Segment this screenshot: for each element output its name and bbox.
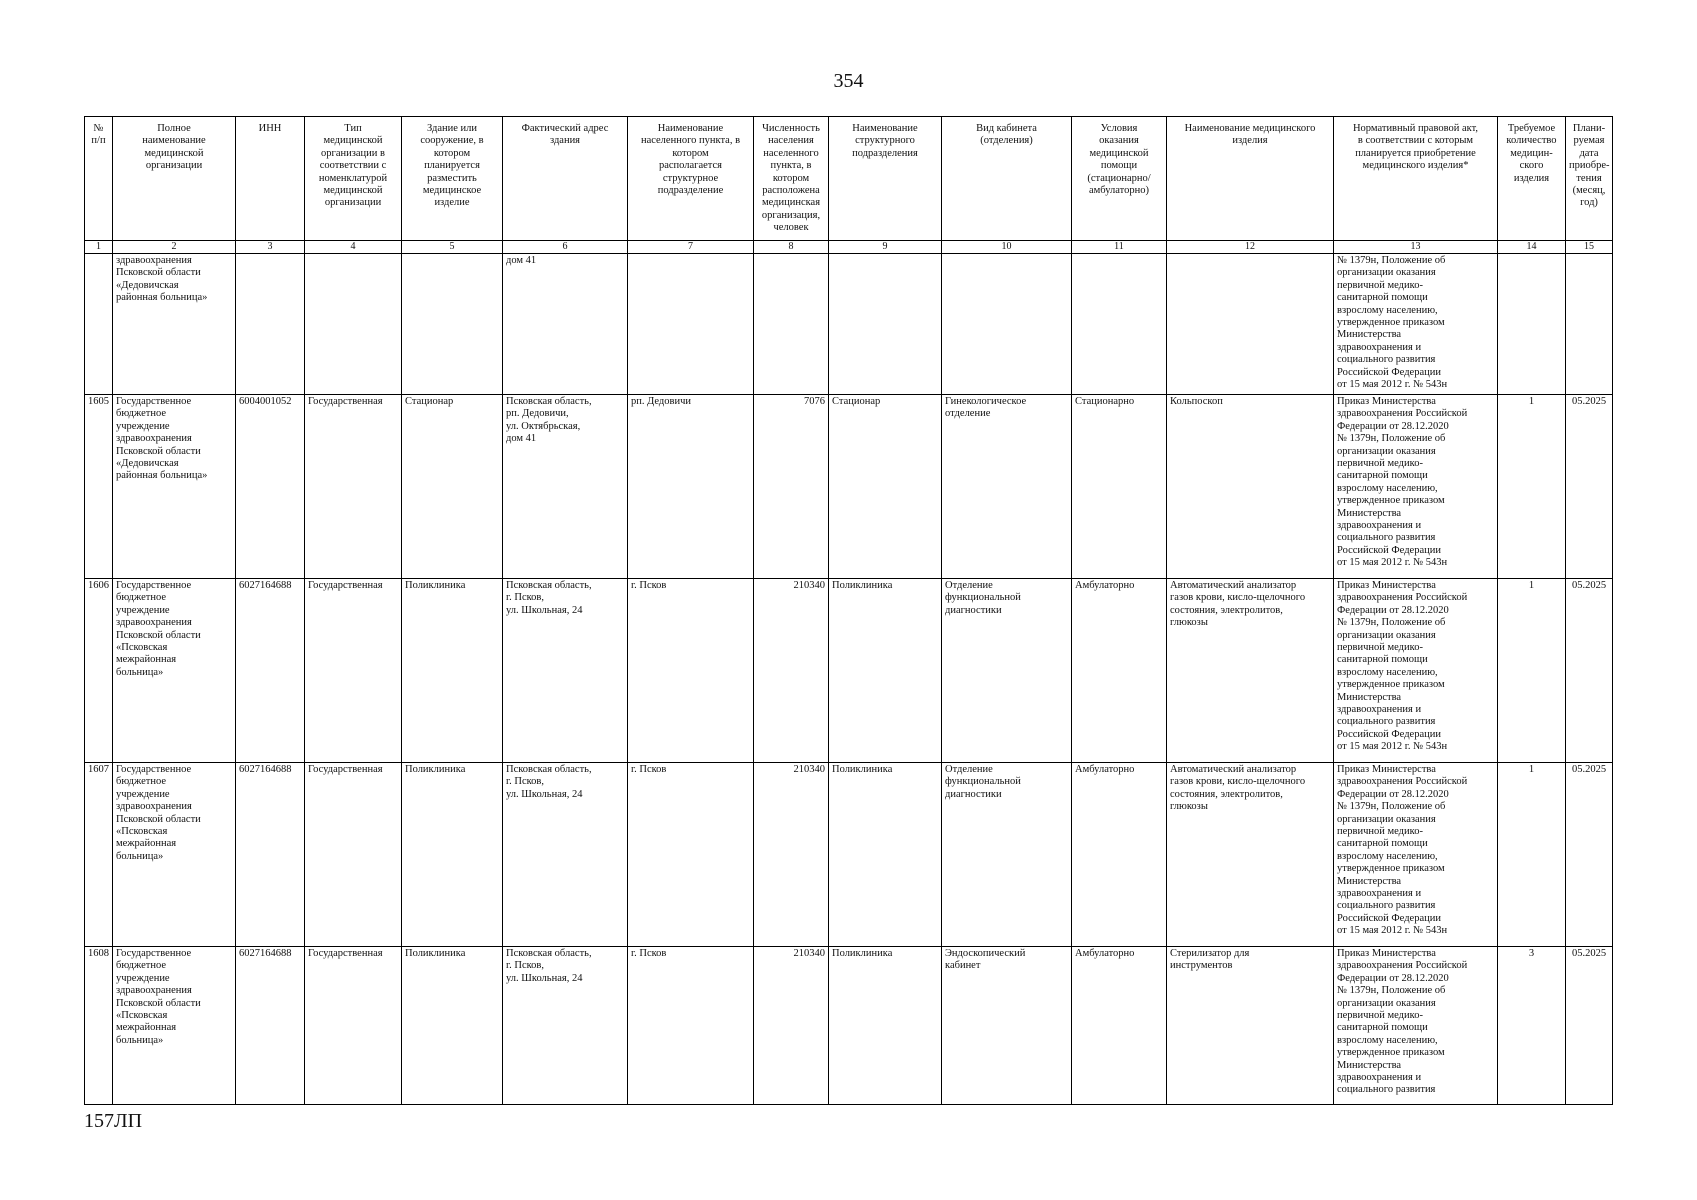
cell-cabinet: Эндоскопический кабинет [942, 947, 1072, 1105]
cell-inn [236, 254, 305, 395]
cell-org: Государственное бюджетное учреждение здравоохранения Псковской области «Псковская межрайонная больница» [113, 579, 236, 763]
cell-date [1566, 254, 1613, 395]
header-cell: Наименование населенного пункта, в котором располагается структурное подразделение [628, 117, 754, 241]
column-number: 5 [402, 241, 503, 254]
cell-org: Государственное бюджетное учреждение здравоохранения Псковской области «Дедовичская районная больница» [113, 395, 236, 579]
page-number: 354 [833, 70, 864, 92]
header-cell: Требуемое количество медицин- ского изделия [1498, 117, 1566, 241]
cell-division [829, 254, 942, 395]
cell-division: Поликлиника [829, 947, 942, 1105]
header-cell: Полное наименование медицинской организации [113, 117, 236, 241]
cell-date: 05.2025 [1566, 947, 1613, 1105]
cell-num: 1608 [85, 947, 113, 1105]
table-row [85, 579, 1613, 763]
header-cell: Вид кабинета (отделения) [942, 117, 1072, 241]
cell-division: Поликлиника [829, 763, 942, 947]
cell-locality: г. Псков [628, 763, 754, 947]
cell-qty [1498, 254, 1566, 395]
cell-inn: 6004001052 [236, 395, 305, 579]
cell-device: Автоматический анализатор газов крови, кисло-щелочного состояния, электролитов, глюкозы [1167, 579, 1334, 763]
cell-org: Государственное бюджетное учреждение здравоохранения Псковской области «Псковская межрайонная больница» [113, 763, 236, 947]
cell-qty: 1 [1498, 763, 1566, 947]
header-cell: Численность населения населенного пункта, в котором расположена медицинская организация, человек [754, 117, 829, 241]
column-number: 13 [1334, 241, 1498, 254]
column-number: 7 [628, 241, 754, 254]
column-number: 9 [829, 241, 942, 254]
cell-cabinet: Отделение функциональной диагностики [942, 579, 1072, 763]
table-row [85, 763, 1613, 947]
column-number: 4 [305, 241, 402, 254]
cell-date: 05.2025 [1566, 763, 1613, 947]
cell-inn: 6027164688 [236, 579, 305, 763]
table-row [85, 947, 1613, 1105]
cell-type: Государственная [305, 947, 402, 1105]
cell-cabinet: Гинекологическое отделение [942, 395, 1072, 579]
cell-population: 210340 [754, 947, 829, 1105]
column-number-row [85, 241, 1613, 254]
document-code: 157ЛП [84, 1110, 143, 1132]
cell-act: Приказ Министерства здравоохранения Российской Федерации от 28.12.2020 № 1379н, Положение об организации оказания первичной медико- санитарной помощи взрослому населению, утвержденное приказом Министерства здравоохранения и социального развития Российской Федерации от 15 мая 2012 г. № 543н [1334, 763, 1498, 947]
header-cell: № п/п [85, 117, 113, 241]
header-cell: Здание или сооружение, в котором планируется разместить медицинское изделие [402, 117, 503, 241]
header-cell: ИНН [236, 117, 305, 241]
cell-division: Поликлиника [829, 579, 942, 763]
cell-num: 1606 [85, 579, 113, 763]
header-cell: Наименование медицинского изделия [1167, 117, 1334, 241]
cell-population: 210340 [754, 579, 829, 763]
cell-building: Поликлиника [402, 579, 503, 763]
cell-cabinet [942, 254, 1072, 395]
cell-type [305, 254, 402, 395]
cell-date: 05.2025 [1566, 579, 1613, 763]
header-cell: Тип медицинской организации в соответствии с номенклатурой медицинской организации [305, 117, 402, 241]
cell-address: Псковская область, г. Псков, ул. Школьная, 24 [503, 947, 628, 1105]
cell-building: Поликлиника [402, 947, 503, 1105]
table-row-continuation [85, 254, 1613, 395]
cell-cabinet: Отделение функциональной диагностики [942, 763, 1072, 947]
cell-division: Стационар [829, 395, 942, 579]
cell-org: здравоохранения Псковской области «Дедовичская районная больница» [113, 254, 236, 395]
column-number: 6 [503, 241, 628, 254]
cell-act: Приказ Министерства здравоохранения Российской Федерации от 28.12.2020 № 1379н, Положение об организации оказания первичной медико- санитарной помощи взрослому населению, утвержденное приказом Министерства здравоохранения и социального развития [1334, 947, 1498, 1105]
column-number: 8 [754, 241, 829, 254]
cell-population: 7076 [754, 395, 829, 579]
cell-inn: 6027164688 [236, 947, 305, 1105]
cell-address: Псковская область, рп. Дедовичи, ул. Октябрьская, дом 41 [503, 395, 628, 579]
cell-conditions: Амбулаторно [1072, 947, 1167, 1105]
cell-conditions: Амбулаторно [1072, 763, 1167, 947]
cell-address: Псковская область, г. Псков, ул. Школьная, 24 [503, 763, 628, 947]
column-number: 12 [1167, 241, 1334, 254]
cell-population [754, 254, 829, 395]
column-number: 3 [236, 241, 305, 254]
cell-conditions: Амбулаторно [1072, 579, 1167, 763]
column-number: 10 [942, 241, 1072, 254]
cell-building: Поликлиника [402, 763, 503, 947]
column-number: 11 [1072, 241, 1167, 254]
cell-locality: г. Псков [628, 579, 754, 763]
column-number: 2 [113, 241, 236, 254]
cell-act: Приказ Министерства здравоохранения Российской Федерации от 28.12.2020 № 1379н, Положение об организации оказания первичной медико- санитарной помощи взрослому населению, утвержденное приказом Министерства здравоохранения и социального развития Российской Федерации от 15 мая 2012 г. № 543н [1334, 579, 1498, 763]
header-cell: Фактический адрес здания [503, 117, 628, 241]
cell-address: Псковская область, г. Псков, ул. Школьная, 24 [503, 579, 628, 763]
cell-conditions [1072, 254, 1167, 395]
table-row [85, 395, 1613, 579]
cell-building: Стационар [402, 395, 503, 579]
cell-device [1167, 254, 1334, 395]
header-cell: Наименование структурного подразделения [829, 117, 942, 241]
cell-address: дом 41 [503, 254, 628, 395]
cell-num [85, 254, 113, 395]
cell-num: 1605 [85, 395, 113, 579]
cell-type: Государственная [305, 395, 402, 579]
cell-device: Стерилизатор для инструментов [1167, 947, 1334, 1105]
cell-qty: 1 [1498, 395, 1566, 579]
cell-qty: 1 [1498, 579, 1566, 763]
cell-device: Автоматический анализатор газов крови, кисло-щелочного состояния, электролитов, глюкозы [1167, 763, 1334, 947]
cell-locality: рп. Дедовичи [628, 395, 754, 579]
cell-building [402, 254, 503, 395]
equipment-table [84, 116, 1613, 1105]
cell-type: Государственная [305, 763, 402, 947]
column-number: 1 [85, 241, 113, 254]
cell-inn: 6027164688 [236, 763, 305, 947]
cell-date: 05.2025 [1566, 395, 1613, 579]
header-cell: Нормативный правовой акт, в соответствии с которым планируется приобретение медицинского изделия* [1334, 117, 1498, 241]
cell-population: 210340 [754, 763, 829, 947]
cell-qty: 3 [1498, 947, 1566, 1105]
cell-device: Кольпоскоп [1167, 395, 1334, 579]
cell-type: Государственная [305, 579, 402, 763]
header-cell: Плани- руемая дата приобре- тения (месяц, год) [1566, 117, 1613, 241]
header-cell: Условия оказания медицинской помощи (стационарно/ амбулаторно) [1072, 117, 1167, 241]
header-row [85, 117, 1613, 241]
cell-num: 1607 [85, 763, 113, 947]
column-number: 14 [1498, 241, 1566, 254]
cell-locality: г. Псков [628, 947, 754, 1105]
cell-conditions: Стационарно [1072, 395, 1167, 579]
column-number: 15 [1566, 241, 1613, 254]
cell-act: № 1379н, Положение об организации оказания первичной медико- санитарной помощи взрослому населению, утвержденное приказом Министерства здравоохранения и социального развития Российской Федерации от 15 мая 2012 г. № 543н [1334, 254, 1498, 395]
cell-org: Государственное бюджетное учреждение здравоохранения Псковской области «Псковская межрайонная больница» [113, 947, 236, 1105]
cell-act: Приказ Министерства здравоохранения Российской Федерации от 28.12.2020 № 1379н, Положение об организации оказания первичной медико- санитарной помощи взрослому населению, утвержденное приказом Министерства здравоохранения и социального развития Российской Федерации от 15 мая 2012 г. № 543н [1334, 395, 1498, 579]
cell-locality [628, 254, 754, 395]
